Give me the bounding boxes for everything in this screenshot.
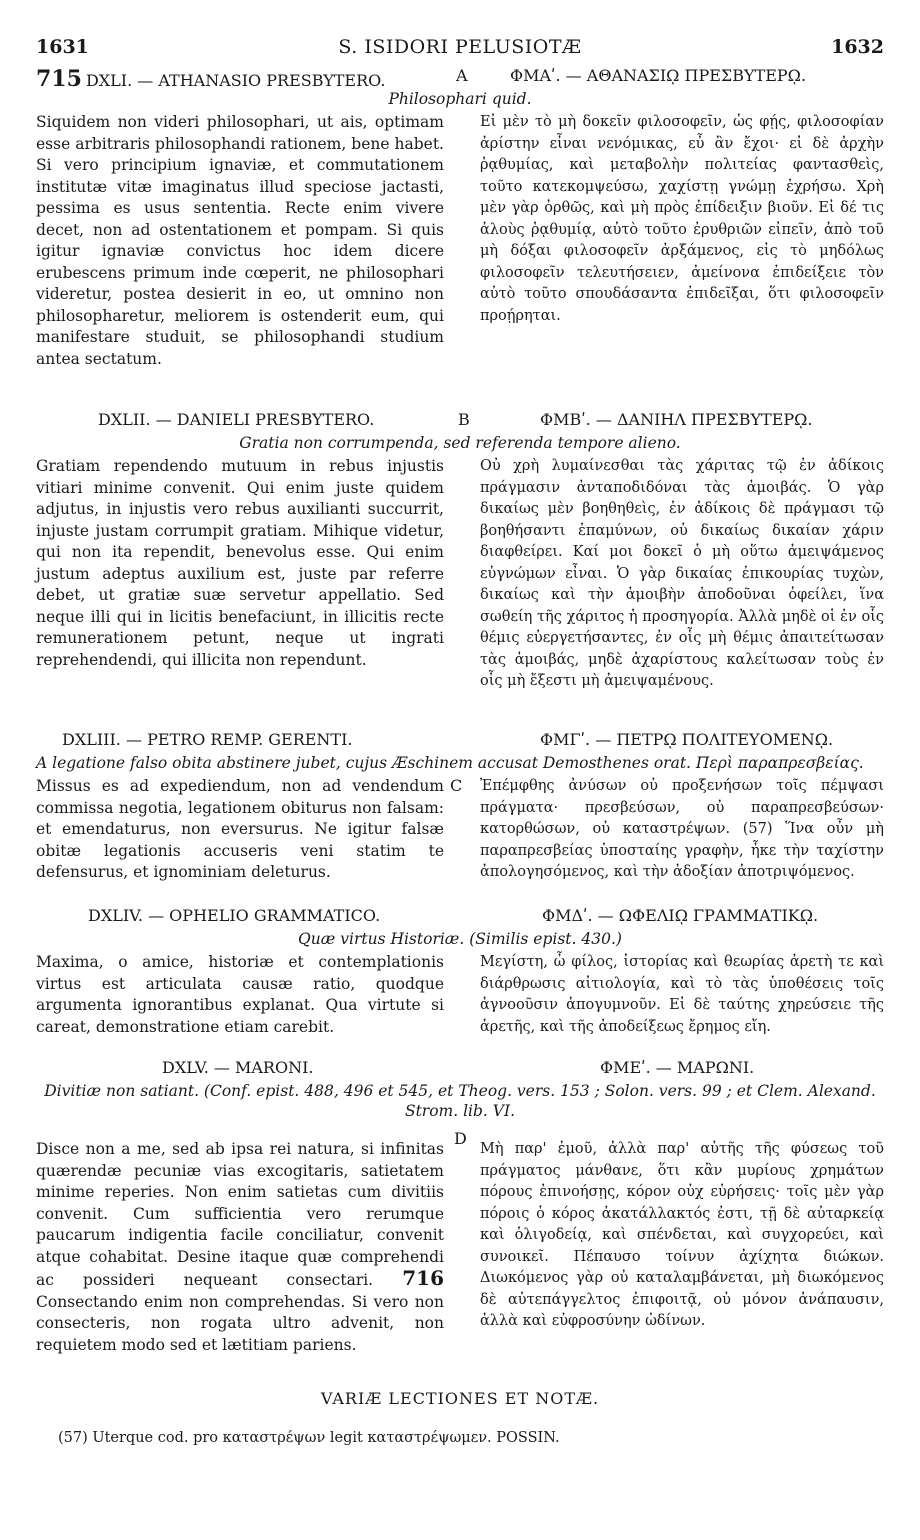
margin-number: 715 bbox=[36, 66, 82, 92]
greek-text: Μὴ παρ' ἐμοῦ, ἀλλὰ παρ' αὐτῆς τῆς φύσεως τοῦ πράγματος μάνθανε, ὅτι κἂν μυρίους χρημάτων πόρους ἐπινοήσῃς, κόρον οὐχ εὑρήσεις· τοῖς μὲν γὰρ πόροις ὁ κόρος ἀκατάλλακτός ἐστι, τῇ δὲ αὐταρκείᾳ καὶ ὀλιγοδείᾳ, καὶ σπένδεται, καὶ συγχορεύει, καὶ συνοικεῖ. Πέπαυσο τοίνυν ἀχίχητα διώκων. Διωκόμενος γὰρ οὐ καταλαμβάνεται, μὴ διωκόμενος δὲ αὐτεπάγγελτος ἐπιφοιτᾷ, οὐ μόνον ἀνάπαυσιν, ἀλλὰ καὶ εὐφροσύνην ὠδίνων. bbox=[480, 1141, 884, 1329]
letter-subtitle: Philosophari quid. bbox=[388, 90, 532, 108]
greek-heading: ΦΜΓʹ. — ΠΕΤΡῼ ΠΟΛΙΤΕΥΟΜΕΝῼ. bbox=[540, 730, 834, 749]
latin-heading: DXLIII. — PETRO REMP. GERENTI. bbox=[62, 730, 353, 749]
latin-heading: DXLIV. — OPHELIO GRAMMATICO. bbox=[88, 906, 381, 925]
latin-text-after: Consectando enim non comprehendas. Si vero non consecteris, non rogata ultro advenit, non requietem modo sed et lætitiam pariens. bbox=[36, 1292, 444, 1354]
letter-subtitle: Divitiæ non satiant. (Conf. epist. 488, 496 et 545, et Theog. vers. 153 ; Solon. vers. 99 ; et Clem. Alexand. Strom. lib. VI. bbox=[44, 1082, 876, 1120]
footnote-57: (57) Uterque cod. pro καταστρέψων legit καταστρέψωμεν. POSSIN. bbox=[58, 1430, 560, 1446]
greek-heading: ΦΜΕʹ. — ΜΑΡΩΝΙ. bbox=[600, 1058, 755, 1077]
page-number-left: 1631 bbox=[36, 36, 89, 58]
running-title: S. ISIDORI PELUSIOTÆ bbox=[338, 36, 582, 58]
section-marker: C bbox=[450, 776, 463, 795]
latin-text bbox=[36, 1139, 444, 1356]
page-number-right: 1632 bbox=[831, 36, 884, 58]
margin-number: 716 bbox=[402, 1266, 444, 1290]
greek-heading: ΦΜΑʹ. — ΑΘΑΝΑΣΙῼ ΠΡΕΣΒΥΤΕΡῼ. bbox=[510, 66, 807, 85]
greek-text: Μεγίστη, ὦ φίλος, ἱστορίας καὶ θεωρίας ἀρετὴ τε καὶ διάρθρωσις αἰτιολογία, καὶ τὸ τὰς ὑποθέσεις τοῖς ἀγνοοῦσιν ἀπογυμνοῦν. Εἰ δὲ ταύτης χηρεύσειε τῆς ἀρετῆς, καὶ τῆς ἀποδείξεως ἔρημος εἴη. bbox=[480, 954, 884, 1035]
page-header bbox=[36, 36, 884, 64]
section-marker: D bbox=[454, 1129, 467, 1148]
latin-heading: DXLV. — MARONI. bbox=[162, 1058, 314, 1077]
section-marker: B bbox=[458, 410, 470, 429]
latin-text: Maxima, o amice, historiæ et contemplationis virtus est articulata causæ ratio, quodque argumenta ignorantibus explanat. Qua virtute si careat, demonstratione etiam carebit. bbox=[36, 953, 444, 1036]
greek-text: Ἐπέμφθης ἀνύσων οὐ προξενήσων τοῖς πέμψασι πράγματα· πρεσβεύσων, οὐ παραπρεσβεύσων· κατορθώσων, οὐ καταστρέψων. (57) Ἵνα οὖν μὴ παραπρεσβείας ὑποσταίης γραφὴν, ἧκε τὴν ταχίστην ἀπολογησόμενος, καὶ τὴν ἀδοξίαν ἀποτριψόμενος. bbox=[480, 778, 884, 880]
section-marker: A bbox=[456, 66, 468, 85]
latin-text: Siquidem non videri philosophari, ut ais, optimam esse arbitraris philosophandi rationem, bene habet. Si vero principium ignaviæ, et commutationem institutæ vitæ imaginatus illud speciose jactasti, pessima es usus sententia. Recte enim vivere decet, non ad ostentationem et pompam. Si quis igitur ignaviæ convictus hoc idem dicere erubescens primum inde cœperit, ne philosophari videretur, postea desierit in eo, ut omnino non philosopharetur, meliorem is ostenderit eum, qui manifestare studuit, se philosophandi studium antea sectatum. bbox=[36, 113, 444, 368]
letter-subtitle: Quæ virtus Historiæ. (Similis epist. 430.) bbox=[298, 930, 622, 948]
greek-text: Οὐ χρὴ λυμαίνεσθαι τὰς χάριτας τῷ ἐν ἀδίκοις πράγμασιν ἀνταποδιδόναι τὰς ἀμοιβάς. Ὁ γὰρ δικαίως μὲν βοηθηθεὶς, ἐν ἀδίκοις δὲ πράγμασι τῷ βοηθήσαντι ἐπαμύνων, οὐ δικαίως δικαίαν χάριν διαφθείρει. Καί μοι δοκεῖ ὁ μὴ οὕτω ἀμειψάμενος εὐγνώμων εἶναι. Ὁ γὰρ δικαίας ἐπικουρίας τυχὼν, δικαίως καὶ τὴν ἀμοιβὴν ἀποδοῦναι ὀφείλει, ἵνα σωθείη τῆς χάριτος ἡ προσηγορία. Ἀλλὰ μηδὲ οἱ ἐν οἷς θέμις εὐεργετήσαντες, ἐν οἷς μὴ θέμις ἀπαιτείτωσαν τὰς ἀμοιβάς, μηδὲ ἀχαρίστους καλείτωσαν τοὺς ἐν οἷς μὴ ἔξεστι μὴ ἀμειψαμένους. bbox=[480, 458, 884, 689]
letter-dxli bbox=[36, 66, 884, 368]
letter-dxlii bbox=[36, 410, 884, 689]
letter-subtitle: Gratia non corrumpenda, sed referenda tempore alieno. bbox=[239, 434, 681, 452]
latin-heading: DXLII. — DANIELI PRESBYTERO. bbox=[98, 410, 375, 429]
greek-text: Εἰ μὲν τὸ μὴ δοκεῖν φιλοσοφεῖν, ὡς φῄς, φιλοσοφίαν ἀρίστην εἶναι νενόμικας, εὖ ἂν ἔχοι· εἰ δὲ ἀρχὴν ῥᾳθυμίας, καὶ μεταβολὴν πολιτείας φαντασθεὶς, τοῦτο κατεκομψεύσω, χαχίστῃ γνώμῃ ἐχρήσω. Χρὴ μὲν γὰρ ὀρθῶς, καὶ μὴ πρὸς ἐπίδειξιν βιοῦν. Εἰ δέ τις ἁλοὺς ῥᾳθυμίᾳ, αὐτὸ τοῦτο ἐρυθριῶν εἰπεῖν, ἀπὸ τοῦ μὴ δόξαι φιλοσοφεῖν ἀρξάμενος, εἰς τὸ μηδόλως φιλοσοφεῖν τελευτήσειεν, ἀμείνονα ἐπιδείξειε τὸν αὐτὸ τοῦτο σπουδάσαντα ἐπιδεῖξαι, ὅτι φιλοσοφεῖν προῄρηται. bbox=[480, 114, 884, 324]
latin-text-before: Disce non a me, sed ab ipsa rei natura, si infinitas quærendæ pecuniæ vias excogitaris, satietatem minime reperies. Non enim satietas cum divitiis convenit. Cum sufficientia vero rerumque paucarum indigentia facile conciliatur, convenit atque cohabitat. Desine itaque quæ comprehendi ac possideri nequeant consectari. bbox=[36, 1140, 444, 1289]
greek-heading: ΦΜΔʹ. — ΩΦΕΛΙῼ ΓΡΑΜΜΑΤΙΚῼ. bbox=[542, 906, 819, 925]
letter-dxlv bbox=[36, 1058, 884, 1354]
letter-subtitle: A legatione falso obita abstinere jubet, cujus Æschinem accusat Demosthenes orat. Περὶ παραπρεσβείας. bbox=[36, 754, 864, 772]
greek-heading: ΦΜΒʹ. — ΔΑΝΙΗΛ ΠΡΕΣΒΥΤΕΡῼ. bbox=[540, 410, 813, 429]
latin-heading: DXLI. — ATHANASIO PRESBYTERO. bbox=[85, 71, 386, 90]
notes-title: VARIÆ LECTIONES ET NOTÆ. bbox=[320, 1389, 600, 1408]
letter-dxliii bbox=[36, 730, 884, 881]
latin-text: Missus es ad expediendum, non ad vendendum commissa negotia, legationem obiturus non falsam: et emendaturus, non eversurus. Ne igitur falsæ obitæ legationis accuseris veni statim te defensurus, et ignominiam deleturus. bbox=[36, 777, 444, 881]
letter-dxliv bbox=[36, 906, 884, 1036]
latin-text: Gratiam rependendo mutuum in rebus injustis vitiari minime convenit. Qui enim juste quidem adjutus, in injustis vero rebus auxilianti succurrit, injuste justam corrumpit gratiam. Mihique videtur, qui non ita rependit, benevolus esse. Qui enim justum adeptus auxilium est, juste par referre debet, ut gratiæ suæ servetur appellatio. Sed neque illi qui in licitis benefaciunt, in illicitis recte remunerationem petunt, neque ut ingrati reprehendendi, qui illicita non rependunt. bbox=[36, 457, 444, 669]
